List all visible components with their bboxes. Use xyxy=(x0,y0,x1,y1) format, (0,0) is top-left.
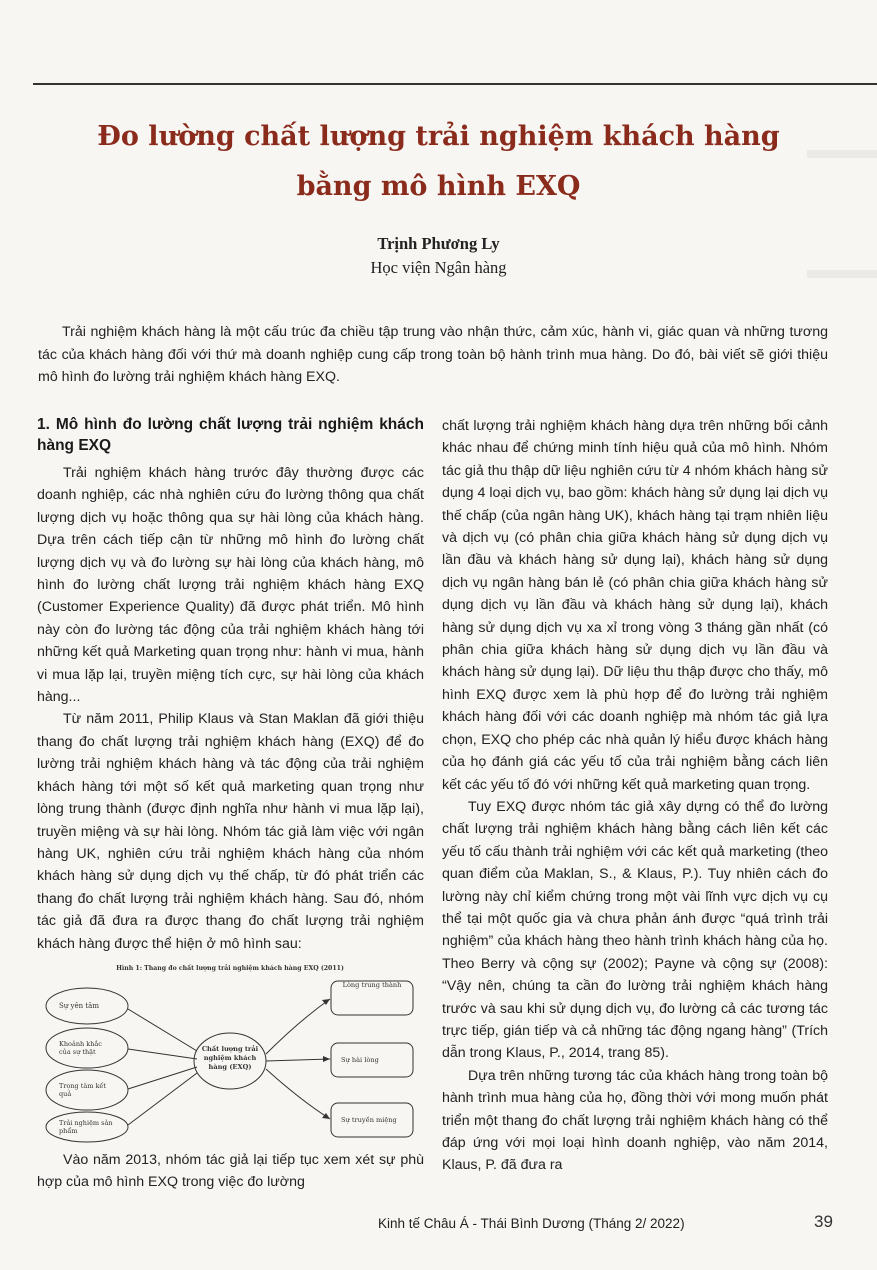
paragraph: chất lượng trải nghiệm khách hàng dựa trên những bối cảnh khác nhau để chứng minh tính hiệu quả của mô hình. Nhóm tác giả thu thập dữ liệu nghiên cứu từ 4 nhóm khách hàng sử dụng 4 loại dịch vụ, bao gồm: khách hàng sử dụng lại dịch vụ thế chấp (của ngân hàng UK), khách hàng tại trạm nhiên liệu và dịch vụ (có phân chia giữa khách hàng sử dụng dịch vụ lần đầu và khách hàng sử dụng lại), khách hàng sử dụng dịch vụ ngân hàng bán lẻ (có phân chia giữa khách hàng sử dụng dịch vụ lần đầu và khách hàng sử dụng lại), khách hàng sử dụng dịch vụ xa xỉ trong vòng 3 tháng gần nhất (có phân chia giữa khách hàng sử dụng dịch vụ lần đầu và khách hàng sử dụng lại). Dữ liệu thu thập được cho thấy, mô hình EXQ được xem là phù hợp để đo lường trải nghiệm khách hàng đối với các doanh nghiệp mà nhóm tác giả lựa chọn, EXQ cho phép các nhà quản lý hiểu được khách hàng của họ đánh giá các yếu tố của trải nghiệm bằng cách liên kết các yếu tố đó với những kết quả marketing quan trọng. xyxy=(442,418,828,793)
connector xyxy=(128,1067,197,1089)
page-number: 39 xyxy=(814,1212,833,1231)
header-rule xyxy=(33,83,877,85)
article-title xyxy=(60,112,817,212)
node-label: Trọng tâm kết xyxy=(59,1081,107,1090)
node-label: Sự yên tâm xyxy=(59,1001,99,1010)
title-line-1: Đo lường chất lượng trải nghiệm khách hàng xyxy=(97,121,780,152)
title-line-2: bằng mô hình EXQ xyxy=(296,171,581,202)
connector xyxy=(266,999,330,1054)
node-label: Lòng trung thành xyxy=(342,980,402,989)
exq-model-diagram xyxy=(37,959,424,1143)
arrowhead xyxy=(323,1056,330,1062)
node-label: phẩm xyxy=(59,1126,78,1135)
exq-model-figure xyxy=(37,959,424,1143)
paragraph: Trải nghiệm khách hàng trước đây thường được các doanh nghiệp, các nhà nghiên cứu đo lường thông qua chất lượng dịch vụ hoặc thông qua sự hài lòng của khách hàng. Dựa trên cách tiếp cận từ những mô hình đo lường chất lượng dịch vụ và đo lường sự hài lòng của khách hàng, mô hình đo lường chất lượng trải nghiệm khách hàng EXQ (Customer Experience Quality) đã được phát triển. Mô hình này còn đo lường tác động của trải nghiệm khách hàng tới những kết quả Marketing quan trọng như: hành vi mua, hành vi mua lặp lại, truyền miệng tích cực, sự hài lòng của khách hàng... xyxy=(37,465,424,706)
center-label: Chất lượng trải xyxy=(201,1044,259,1053)
abstract: Trải nghiệm khách hàng là một cấu trúc đa chiều tập trung vào nhận thức, cảm xúc, hành vi, giác quan và những tương tác của khách hàng đối với thứ mà doanh nghiệp cung cấp trong toàn bộ hành trình mua hàng. Do đó, bài viết sẽ giới thiệu mô hình đo lường trải nghiệm khách hàng EXQ. xyxy=(38,324,828,385)
node-label: Trải nghiệm sản xyxy=(59,1118,113,1127)
journal-footer: Kinh tế Châu Á - Thái Bình Dương (Tháng 2/ 2022) xyxy=(378,1216,685,1231)
author-name: Trịnh Phương Ly xyxy=(377,234,500,253)
node-label: của sự thật xyxy=(59,1047,96,1056)
bleed-through xyxy=(807,150,877,158)
node-label: quả xyxy=(59,1089,72,1098)
paragraph: Từ năm 2011, Philip Klaus và Stan Maklan đã giới thiệu thang đo chất lượng trải nghiệm khách hàng (EXQ) để đo lường trải nghiệm khách hàng và tác động của trải nghiệm khách hàng tới một số kết quả marketing quan trọng như lòng trung thành (được định nghĩa như hành vi mua lặp lại), truyền miệng và sự hài lòng. Nhóm tác giả làm việc với ngân hàng UK, nghiên cứu trải nghiệm khách hàng của nhóm khách hàng sử dụng dịch vụ thế chấp, từ đó phát triển các thang đo chất lượng trải nghiệm khách hàng. Sau đó, nhóm tác giả đã đưa ra được thang đo chất lượng trải nghiệm khách hàng được thể hiện ở mô hình sau: xyxy=(37,711,424,952)
center-label: nghiệm khách xyxy=(203,1053,257,1062)
paragraph: Vào năm 2013, nhóm tác giả lại tiếp tục xem xét sự phù hợp của mô hình EXQ trong việc đo lường xyxy=(37,1151,424,1191)
connector xyxy=(266,1059,330,1061)
connector xyxy=(128,1049,197,1059)
node-label: Khoảnh khắc xyxy=(59,1039,102,1048)
figure-caption: Hình 1: Thang đo chất lượng trải nghiệm khách hàng EXQ (2011) xyxy=(116,964,344,972)
node-label: Sự truyền miệng xyxy=(341,1115,397,1124)
connector xyxy=(266,1069,330,1119)
center-label: hàng (EXQ) xyxy=(208,1062,252,1071)
connector xyxy=(128,1073,197,1125)
paragraph: Tuy EXQ được nhóm tác giả xây dựng có thể đo lường chất lượng trải nghiệm khách hàng bằng cách liên kết các yếu tố cấu thành trải nghiệm với các kết quả marketing (theo quan điểm của Maklan, S., & Klaus, P.). Tuy nhiên cách đo lường này chỉ kiểm chứng trong một vài lĩnh vực dịch vụ cụ thể tại một quốc gia và chưa phản ánh được “quá trình trải nghiệm” của khách hàng theo hành trình khách hàng của họ. Theo Berry và cộng sự (2002); Payne và cộng sự (2008): “Vậy nên, chúng ta cần đo lường trải nghiệm khách hàng trước và sau khi sử dụng dịch vụ, đo lường cả các tương tác trực tiếp, gián tiếp và cả những tác động ngang hàng” (Trích dẫn trong Klaus, P., 2014, trang 85). xyxy=(442,798,828,1062)
connector xyxy=(128,1009,197,1051)
section-heading: 1. Mô hình đo lường chất lượng trải nghiệm khách hàng EXQ xyxy=(37,416,424,454)
arrowhead xyxy=(322,1113,330,1119)
node-label: Sự hài lòng xyxy=(341,1055,379,1064)
paragraph: Dựa trên những tương tác của khách hàng trong toàn bộ hành trình mua hàng của họ, đồng thời với mong muốn phát triển một thang đo chất lượng trải nghiệm khách hàng có thể đáp ứng với mọi loại hình doanh nghiệp, vào năm 2014, Klaus, P. đã đưa ra xyxy=(442,1067,828,1174)
right-column xyxy=(442,415,828,1177)
left-column xyxy=(37,412,424,1194)
author-affiliation: Học viện Ngân hàng xyxy=(370,258,507,277)
